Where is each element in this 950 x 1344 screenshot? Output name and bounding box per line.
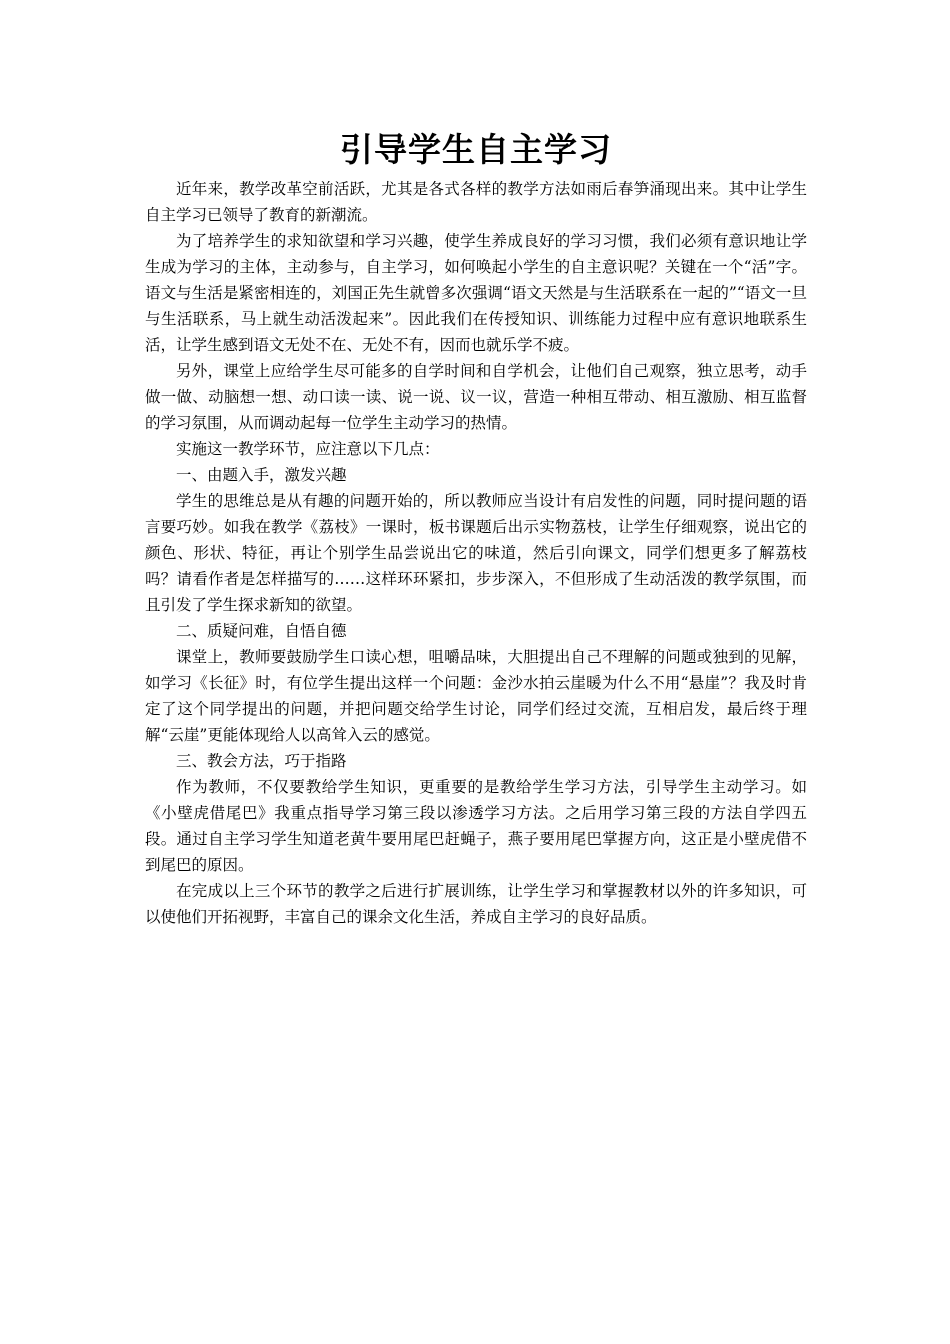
section-heading-2: 二、质疑问难，自悟自德: [176, 622, 347, 640]
section-heading-1: 一、由题入手，激发兴趣: [176, 466, 347, 484]
paragraph-notes-intro: 实施这一教学环节，应注意以下几点：: [176, 440, 440, 458]
section-body-2: 课堂上，教师要鼓励学生口读心想，咀嚼品味，大胆提出自己不理解的问题或独到的见解，如学习《长征》时，有位学生提出这样一个问题：金沙水拍云崖暖为什么不用“悬崖”？我及时肯定了这个同学提出的问题，并把问题交给学生讨论，同学们经过交流，互相启发，最后终于理解“云崖”更能体现给人以高耸入云的感觉。: [145, 648, 807, 744]
section-heading-3: 三、教会方法，巧于指路: [176, 752, 347, 770]
section-body-1: 学生的思维总是从有趣的问题开始的，所以教师应当设计有启发性的问题，同时提问题的语言要巧妙。如我在教学《荔枝》一课时，板书课题后出示实物荔枝，让学生仔细观察，说出它的颜色、形状、特征，再让个别学生品尝说出它的味道，然后引向课文，同学们想更多了解荔枝吗？请看作者是怎样描写的……这样环环紧扣，步步深入，不但形成了生动活泼的教学氛围，而且引发了学生探求新知的欲望。: [145, 492, 807, 614]
document-body: [145, 128, 807, 930]
paragraph-classroom: 另外，课堂上应给学生尽可能多的自学时间和自学机会，让他们自己观察，独立思考，动手做一做、动脑想一想、动口读一读、说一说、议一议，营造一种相互带动、相互激励、相互监督的学习氛围，从而调动起每一位学生主动学习的热情。: [145, 362, 807, 432]
document-title: 引导学生自主学习: [340, 130, 612, 169]
paragraph-closing: 在完成以上三个环节的教学之后进行扩展训练，让学生学习和掌握教材以外的许多知识，可以使他们开拓视野，丰富自己的课余文化生活，养成自主学习的良好品质。: [145, 882, 807, 926]
section-body-3: 作为教师，不仅要教给学生知识，更重要的是教给学生学习方法，引导学生主动学习。如《小壁虎借尾巴》我重点指导学习第三段以渗透学习方法。之后用学习第三段的方法自学四五段。通过自主学习学生知道老黄牛要用尾巴赶蝇子，燕子要用尾巴掌握方向，这正是小壁虎借不到尾巴的原因。: [145, 778, 807, 874]
paragraph-intro: 近年来，教学改革空前活跃，尤其是各式各样的教学方法如雨后春笋涌现出来。其中让学生自主学习已领导了教育的新潮流。: [145, 180, 807, 224]
paragraph-motivation: 为了培养学生的求知欲望和学习兴趣，使学生养成良好的学习习惯，我们必须有意识地让学生成为学习的主体，主动参与，自主学习，如何唤起小学生的自主意识呢？关键在一个“活”字。语文与生活是紧密相连的，刘国正先生就曾多次强调“语文天然是与生活联系在一起的”“语文一旦与生活联系，马上就生动活泼起来”。因此我们在传授知识、训练能力过程中应有意识地联系生活，让学生感到语文无处不在、无处不有，因而也就乐学不疲。: [145, 232, 807, 354]
